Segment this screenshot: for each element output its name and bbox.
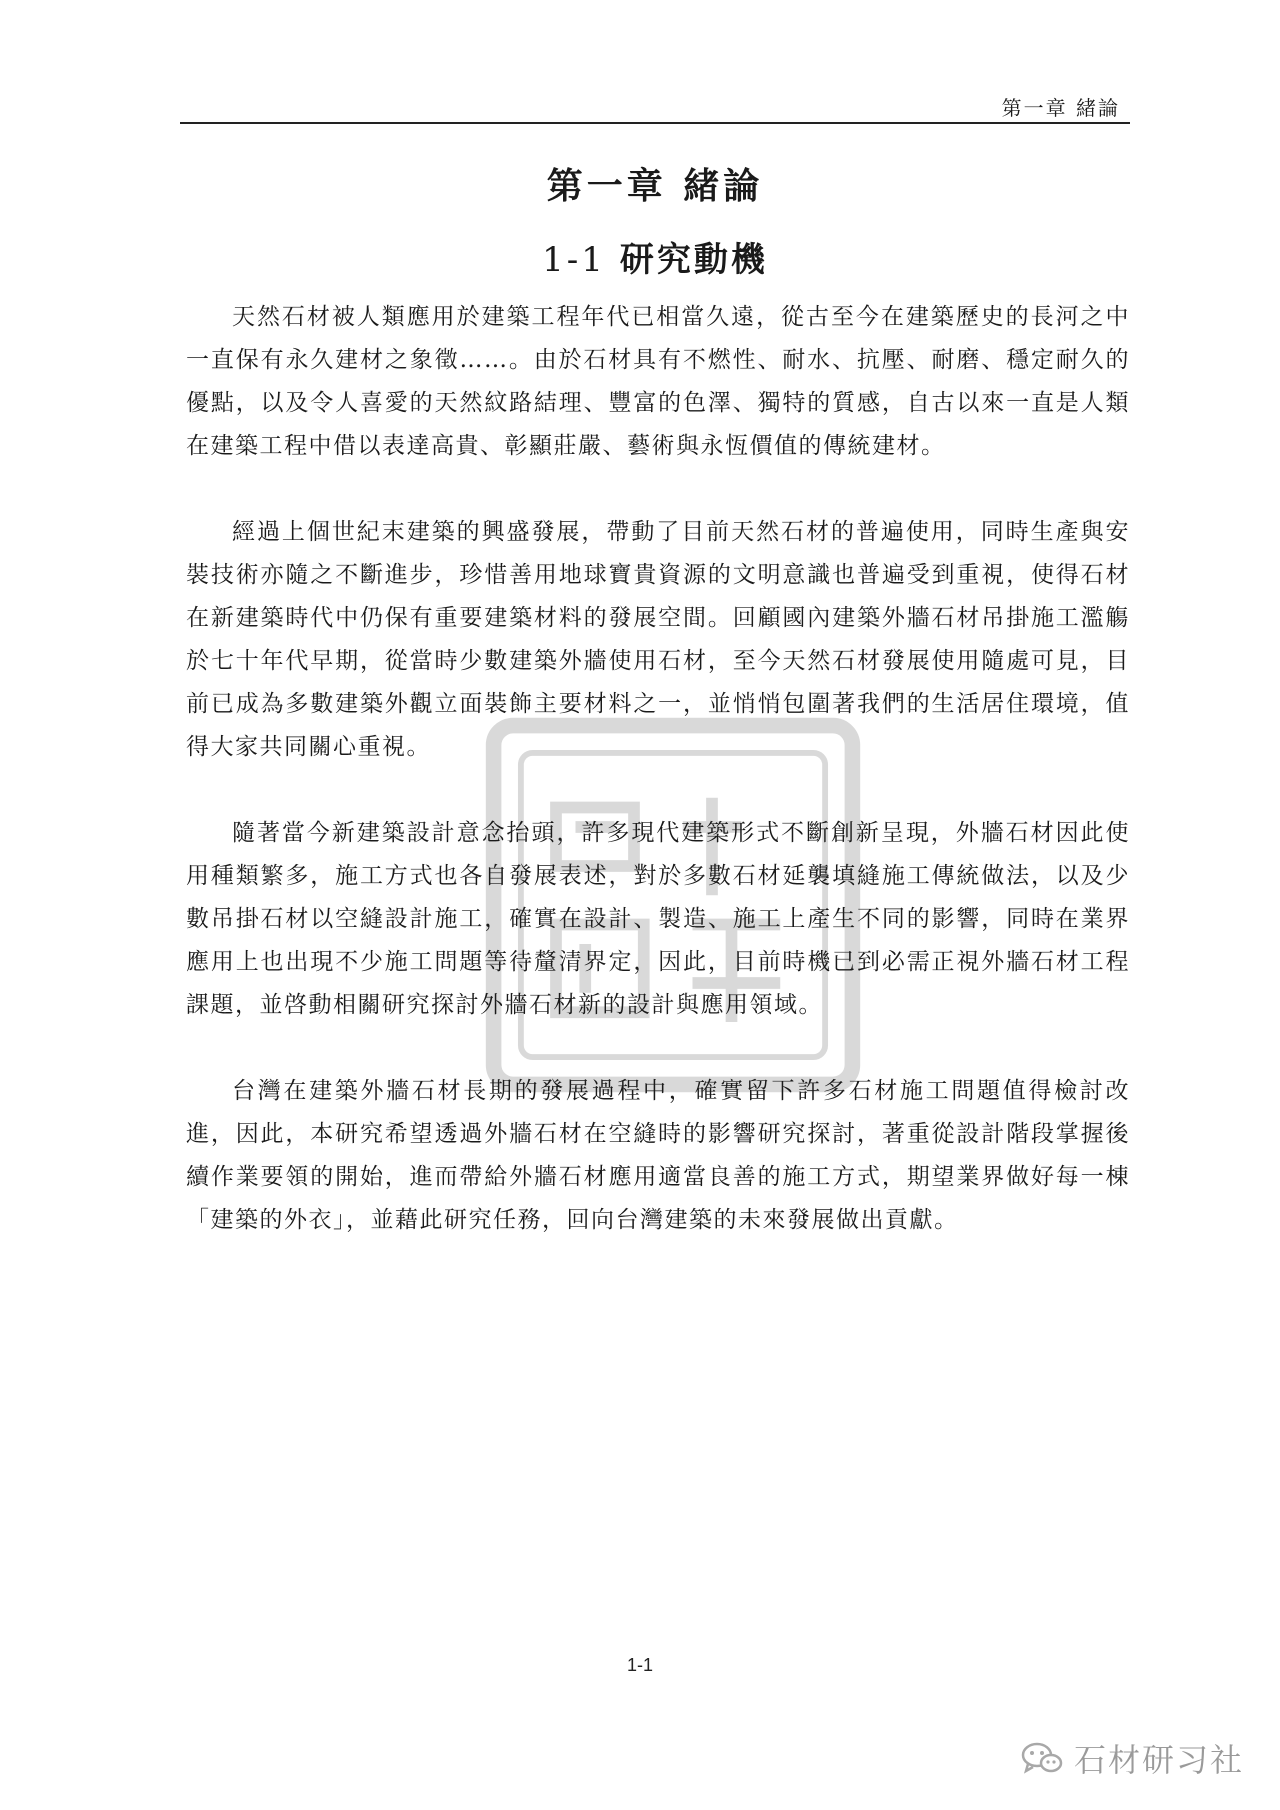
brand-watermark — [1020, 1735, 1244, 1781]
section-heading — [180, 232, 1130, 281]
running-header — [180, 88, 1130, 124]
section-number: 1-1 — [542, 240, 606, 280]
paragraph: 隨著當今新建築設計意念抬頭，許多現代建築形式不斷創新呈現，外牆石材因此使用種類繁多，施工方式也各自發展表述，對於多數石材延襲填縫施工傳統做法，以及少數吊掛石材以空縫設計施工，確實在設計、製造、施工上產生不同的影響，同時在業界應用上也出現不少施工問題等待釐清界定，因此，目前時機已到必需正視外牆石材工程課題，並啓動相關研究探討外牆石材新的設計與應用領域。 — [186, 820, 1130, 1018]
section-title: 研究動機 — [619, 240, 768, 280]
body-text — [186, 296, 1130, 1285]
brand-name: 石材研习社 — [1073, 1741, 1244, 1779]
paragraph: 天然石材被人類應用於建築工程年代已相當久遠，從古至今在建築歷史的長河之中一直保有永久建材之象徵……。由於石材具有不燃性、耐水、抗壓、耐磨、穩定耐久的優點，以及令人喜愛的天然紋路結理、豐富的色澤、獨特的質感，自古以來一直是人類在建築工程中借以表達高貴、彰顯莊嚴、藝術與永恆價值的傳統建材。 — [186, 304, 1130, 459]
running-header-title: 第一章 緒論 — [1001, 96, 1120, 120]
page-number: 1-1 — [626, 1655, 653, 1675]
paragraph: 台灣在建築外牆石材長期的發展過程中，確實留下許多石材施工問題值得檢討改進，因此，本研究希望透過外牆石材在空縫時的影響研究探討，著重從設計階段掌握後續作業要領的開始，進而帶給外牆石材應用適當良善的施工方式，期望業界做好每一棟「建築的外衣」，並藉此研究任務，回向台灣建築的未來發展做出貢獻。 — [186, 1078, 1130, 1233]
paragraph: 經過上個世紀末建築的興盛發展，帶動了目前天然石材的普遍使用，同時生產與安裝技術亦隨之不斷進步，珍惜善用地球寶貴資源的文明意識也普遍受到重視，使得石材在新建築時代中仍保有重要建築材料的發展空間。回顧國內建築外牆石材吊掛施工濫觴於七十年代早期，從當時少數建築外牆使用石材，至今天然石材發展使用隨處可見，目前已成為多數建築外觀立面裝飾主要材料之一，並悄悄包圍著我們的生活居住環境，值得大家共同關心重視。 — [186, 519, 1130, 760]
chapter-title: 第一章 緒論 — [546, 165, 764, 207]
wechat-icon — [1020, 1740, 1064, 1776]
